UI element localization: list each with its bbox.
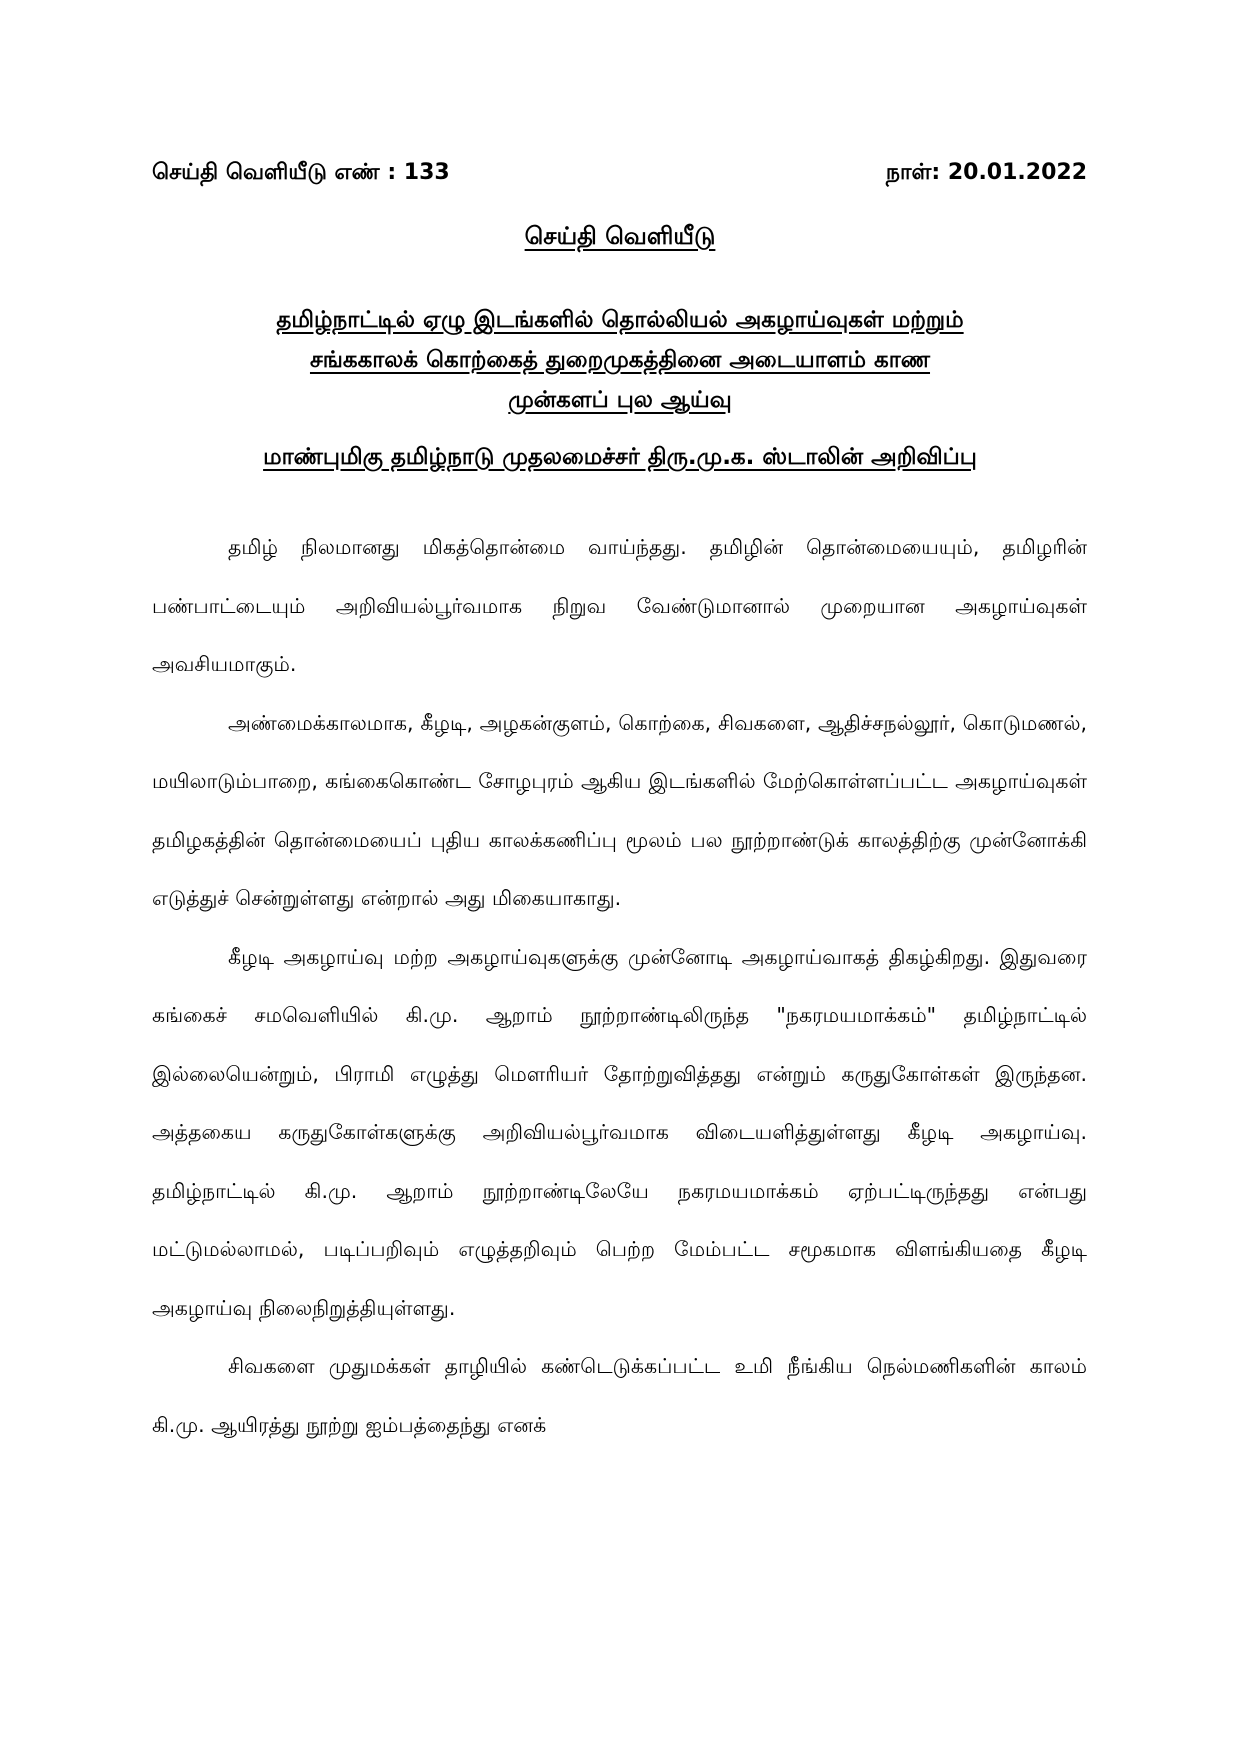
release-number: செய்தி வெளியீடு எண் : 133 [152, 160, 450, 185]
paragraph: சிவகளை முதுமக்கள் தாழியில் கண்டெடுக்கப்பட்ட உமி நீங்கிய நெல்மணிகளின் காலம் கி.மு. ஆயிரத்து நூற்று ஐம்பத்தைந்து எனக் [152, 1354, 1087, 1437]
headline-line-2: சங்ககாலக் கொற்கைத் துறைமுகத்தினை அடையாளம் காண [309, 347, 931, 373]
release-date: நாள்: 20.01.2022 [885, 160, 1087, 185]
paragraph: கீழடி அகழாய்வு மற்ற அகழாய்வுகளுக்கு முன்னோடி அகழாய்வாகத் திகழ்கிறது. இதுவரை கங்கைச் சமவெளியில் கி.மு. ஆறாம் நூற்றாண்டிலிருந்த "நகரமயமாக்கம்" தமிழ்நாட்டில் இல்லையென்றும், பிராமி எழுத்து மௌரியர் தோற்றுவித்தது என்றும் கருதுகோள்கள் இருந்தன. அத்தகைய கருதுகோள்களுக்கு அறிவியல்பூர்வமாக விடையளித்துள்ளது கீழடி அகழாய்வு. தமிழ்நாட்டில் கி.மு. ஆறாம் நூற்றாண்டிலேயே நகரமயமாக்கம் ஏற்பட்டிருந்தது என்பது மட்டுமல்லாமல், படிப்பறிவும் எழுத்தறிவும் பெற்ற மேம்பட்ட சமூகமாக விளங்கியதை கீழடி அகழாய்வு நிலைநிறுத்தியுள்ளது. [152, 944, 1087, 1320]
paragraph: அண்மைக்காலமாக, கீழடி, அழகன்குளம், கொற்கை, சிவகளை, ஆதிச்சநல்லூர், கொடுமணல், மயிலாடும்பாறை, கங்கைகொண்ட சோழபுரம் ஆகிய இடங்களில் மேற்கொள்ளப்பட்ட அகழாய்வுகள் தமிழகத்தின் தொன்மையைப் புதிய காலக்கணிப்பு மூலம் பல நூற்றாண்டுக் காலத்திற்கு முன்னோக்கி எடுத்துச் சென்றுள்ளது என்றால் அது மிகையாகாது. [152, 710, 1087, 910]
paragraph: தமிழ் நிலமானது மிகத்தொன்மை வாய்ந்தது. தமிழின் தொன்மையையும், தமிழரின் பண்பாட்டையும் அறிவியல்பூர்வமாக நிறுவ வேண்டுமானால் முறையான அகழாய்வுகள் அவசியமாகும். [152, 535, 1087, 676]
headline-line-1: தமிழ்நாட்டில் ஏழு இடங்களில் தொல்லியல் அகழாய்வுகள் மற்றும் [276, 307, 964, 333]
headline [140, 300, 1100, 420]
release-label: செய்தி வெளியீடு [524, 222, 716, 250]
header-row [152, 156, 1087, 192]
subheadline: மாண்புமிகு தமிழ்நாடு முதலமைச்சர் திரு.மு.க. ஸ்டாலின் அறிவிப்பு [263, 444, 977, 470]
body-text [152, 518, 1087, 1454]
headline-line-3: முன்களப் புல ஆய்வு [508, 387, 732, 413]
